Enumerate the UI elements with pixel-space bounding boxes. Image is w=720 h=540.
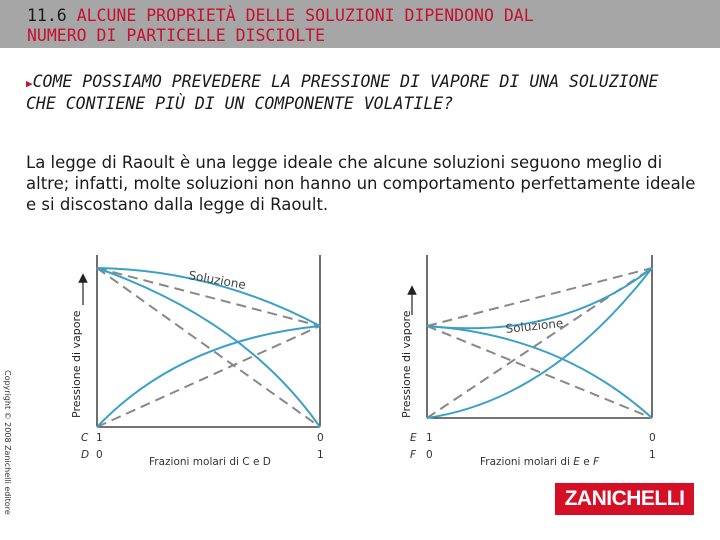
title-line-1: ALCUNE PROPRIETÀ DELLE SOLUZIONI DIPENDONO DAL (76, 6, 534, 25)
diagram-c-d (70, 255, 324, 468)
x-axis-label-e: E (573, 456, 580, 468)
zanichelli-logo: ZANICHELLI (555, 483, 694, 515)
row-e-left-value: 1 (426, 432, 433, 444)
ideal-e-dashed-line (427, 326, 652, 418)
x-axis-label (480, 456, 600, 468)
question-text-block (26, 72, 686, 114)
row-c-right-value: 0 (317, 432, 324, 444)
row-d-left-value: 0 (96, 449, 103, 461)
question-text: COME POSSIAMO PREVEDERE LA PRESSIONE DI VAPORE DI UNA SOLUZIONE CHE CONTIENE PIÙ DI UN COMPONENTE VOLATILE? (26, 72, 659, 113)
x-axis-label-mid: e (579, 456, 594, 468)
slide-title (27, 6, 707, 46)
row-c-left-value: 1 (96, 432, 103, 444)
title-bar (0, 0, 720, 48)
vapor-pressure-diagrams (0, 240, 720, 480)
row-e-right-value: 0 (649, 432, 656, 444)
row-label-e: E (410, 432, 417, 444)
diagram-e-f (400, 255, 656, 468)
row-f-right-value: 1 (649, 449, 656, 461)
copyright-text: Copyright © 2008 Zanichelli editore (3, 370, 12, 515)
x-axis-label-f: F (593, 456, 600, 468)
ideal-d-dashed-line (97, 326, 320, 427)
row-label-c: C (81, 432, 89, 444)
x-axis-label-prefix: Frazioni molari di (480, 456, 574, 468)
body-paragraph: La legge di Raoult è una legge ideale che alcune soluzioni seguono meglio di altre; infatti, molte soluzioni non hanno un comportamento perfettamente ideale e si discostano dalla legge di Raoult. (26, 153, 696, 214)
solution-label: Soluzione (187, 268, 247, 293)
ideal-total-dashed-line (427, 268, 652, 326)
row-label-d: D (81, 449, 90, 461)
y-axis-label: Pressione di vapore (70, 310, 83, 418)
section-number: 11.6 (27, 6, 67, 25)
row-f-left-value: 0 (426, 449, 433, 461)
bullet-triangle-icon: ▶ (26, 77, 33, 90)
title-line-2: NUMERO DI PARTICELLE DISCIOLTE (27, 26, 326, 45)
y-axis-label: Pressione di vapore (400, 310, 413, 418)
row-d-right-value: 1 (317, 449, 324, 461)
row-label-f: F (410, 449, 417, 461)
ideal-c-dashed-line (97, 268, 320, 427)
x-axis-label: Frazioni molari di C e D (149, 456, 271, 468)
solution-label: Soluzione (504, 316, 564, 336)
